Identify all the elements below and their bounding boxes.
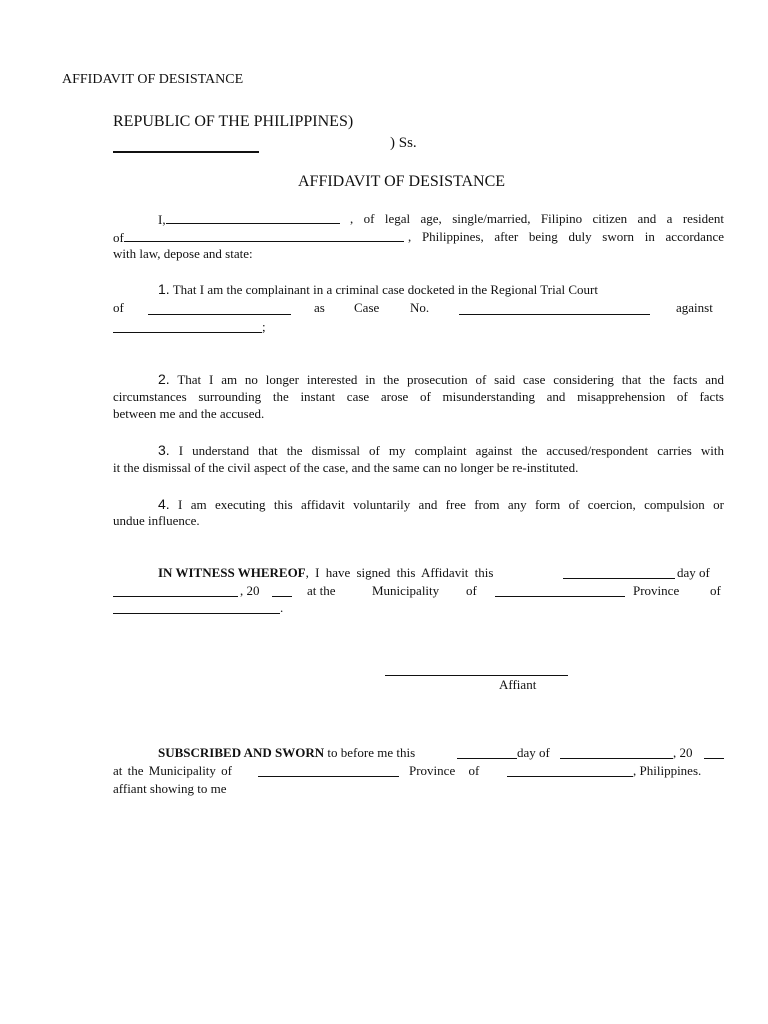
court-location-blank[interactable] (148, 314, 291, 315)
p1-against: against (676, 300, 713, 315)
jurat-line-2b: Province of (409, 763, 480, 778)
affiant-label: Affiant (499, 677, 537, 692)
para-1-number: 1. (158, 281, 170, 297)
p1-end: ; (262, 319, 266, 334)
para-3-line-1 (113, 442, 724, 459)
witness-municipality-blank[interactable] (495, 596, 625, 597)
jurat-line-2a: at the Municipality of (113, 763, 233, 778)
intro-line-1-rest: , of legal age, single/married, Filipino citizen and a resident (350, 211, 724, 226)
p1-case: Case (354, 300, 380, 315)
para-1-text: That I am the complainant in a criminal case docketed in the Regional Trial Court (169, 282, 598, 297)
jurat-line-2c: , Philippines. (633, 763, 702, 778)
witness-end: . (280, 600, 284, 615)
witness-municipality: Municipality (372, 583, 440, 598)
jurat-text: to before me this (324, 745, 416, 760)
witness-year: , 20 (240, 583, 260, 598)
p1-no: No. (410, 300, 430, 315)
witness-of-2: of (710, 583, 721, 598)
witness-province-blank[interactable] (113, 613, 280, 614)
doc-label: AFFIDAVIT OF DESISTANCE (62, 72, 244, 87)
venue-republic: REPUBLIC OF THE PHILIPPINES) (113, 113, 354, 130)
residence-blank[interactable] (124, 229, 404, 242)
jurat-line-3: affiant showing to me (113, 781, 227, 796)
intro-line-3: with law, depose and state: (113, 246, 253, 261)
para-4-line-2: undue influence. (113, 513, 200, 528)
name-blank[interactable] (166, 211, 340, 224)
witness-day-of: day of (677, 565, 710, 580)
intro-line-2-rest: , Philippines, after being duly sworn in accordance (408, 229, 724, 244)
witness-at-the: at the (307, 583, 336, 598)
intro-line-1 (158, 211, 340, 228)
p1-of: of (113, 300, 124, 315)
case-number-blank[interactable] (459, 314, 650, 315)
para-3-text-1: I understand that the dismissal of my complaint against the accused/respondent carries with (169, 443, 724, 458)
jurat-line-1 (158, 745, 415, 761)
para-2-line-1 (113, 371, 724, 388)
venue-blank[interactable] (113, 151, 259, 153)
para-2-line-2: circumstances surrounding the instant case arose of misunderstanding and misapprehension of facts (113, 389, 724, 404)
jurat-province-blank[interactable] (507, 776, 633, 777)
p1-as: as (314, 300, 325, 315)
jurat-day-blank[interactable] (457, 758, 517, 759)
accused-blank[interactable] (113, 332, 262, 333)
para-2-text-1: That I am no longer interested in the prosecution of said case considering that the facts and (169, 372, 724, 387)
venue-ss: ) Ss. (390, 135, 417, 151)
witness-bold: IN WITNESS WHEREOF (158, 565, 306, 580)
para-2-number: 2. (158, 371, 170, 387)
para-3-number: 3. (158, 442, 170, 458)
jurat-month-blank[interactable] (560, 758, 673, 759)
witness-year-blank[interactable] (272, 596, 292, 597)
witness-line-1 (158, 565, 493, 581)
intro-line-2 (113, 229, 404, 246)
para-4-line-1 (113, 496, 724, 513)
jurat-bold: SUBSCRIBED AND SWORN (158, 745, 325, 760)
jurat-day-of: day of (517, 745, 550, 760)
witness-of: of (466, 583, 477, 598)
page-title: AFFIDAVIT OF DESISTANCE (298, 173, 506, 190)
para-2-line-3: between me and the accused. (113, 406, 265, 421)
affiant-signature-line[interactable] (385, 675, 568, 676)
para-1-line-1 (158, 281, 598, 298)
witness-province: Province (633, 583, 680, 598)
para-4-number: 4. (158, 496, 170, 512)
intro-i: I, (158, 212, 166, 227)
intro-of: of (113, 230, 124, 245)
jurat-municipality-blank[interactable] (258, 776, 399, 777)
witness-day-blank[interactable] (563, 578, 675, 579)
jurat-year-blank[interactable] (704, 758, 724, 759)
witness-month-blank[interactable] (113, 596, 238, 597)
para-3-line-2: it the dismissal of the civil aspect of the case, and the same can no longer be re-instituted. (113, 460, 579, 475)
para-4-text-1: I am executing this affidavit voluntarily and free from any form of coercion, compulsion or (169, 497, 724, 512)
jurat-year: , 20 (673, 745, 693, 760)
witness-text: , I have signed this Affidavit this (305, 565, 494, 580)
